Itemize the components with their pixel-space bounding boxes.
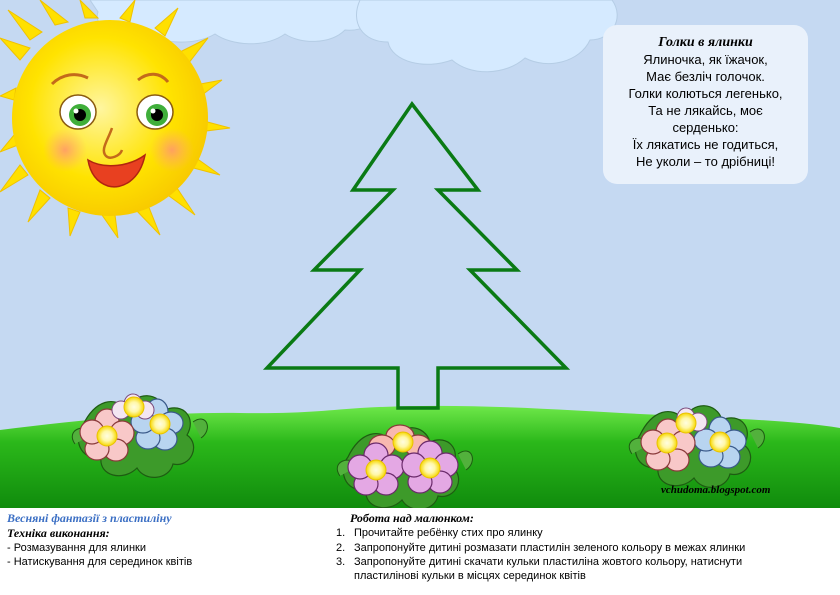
poem-line: Їх лякатись не годиться,	[632, 137, 779, 152]
poem-box	[603, 25, 808, 184]
technique-title: Техніка виконання:	[7, 526, 110, 540]
poem-line: серденько:	[672, 120, 739, 135]
step-number: 1.	[336, 527, 346, 539]
poem-line: Та не лякайсь, моє	[648, 103, 763, 118]
cheek-right	[150, 128, 194, 172]
flower-center	[657, 433, 677, 453]
website-label: vchudoma.blogspot.com	[661, 484, 771, 496]
highlight-right	[151, 109, 156, 114]
series-title: Весняні фантазії з пластиліну	[7, 511, 172, 525]
poem-line: Голки колються легенько,	[628, 86, 783, 101]
step-text: Прочитайте ребёнку стих про ялинку	[354, 527, 543, 539]
step-number: 3.	[336, 556, 346, 568]
work-title: Робота над малюнком:	[350, 511, 474, 525]
technique-item: - Розмазування для ялинки	[7, 542, 146, 554]
poem-line: Має безліч голочок.	[646, 69, 765, 84]
highlight-left	[74, 109, 79, 114]
poem-line: Ялиночка, як їжачок,	[643, 52, 768, 67]
work-step	[336, 555, 806, 583]
flower-center	[393, 432, 413, 452]
step-text: Запропонуйте дитині скачати кульки пластиліна жовтого кольору, натиснути пластилінові кульки в місцях серединок квітів	[354, 556, 743, 582]
technique-item: - Натискування для серединок квітів	[7, 556, 193, 568]
flower-center	[420, 458, 440, 478]
work-step	[336, 526, 806, 540]
poem-line: Не уколи – то дрібниці!	[636, 154, 775, 169]
work-step	[336, 541, 806, 555]
flower-center	[710, 432, 730, 452]
step-text: Запропонуйте дитині розмазати пластилін зеленого кольору в межах ялинки	[354, 542, 746, 554]
flower-center	[366, 460, 386, 480]
step-number: 2.	[336, 542, 346, 554]
flower-center	[124, 397, 144, 417]
cheek-left	[43, 128, 87, 172]
flower-center	[150, 414, 170, 434]
flower-center	[97, 426, 117, 446]
poem-title: Голки в ялинки	[658, 35, 753, 50]
instructions-panel	[0, 508, 840, 595]
flower-center	[676, 413, 696, 433]
